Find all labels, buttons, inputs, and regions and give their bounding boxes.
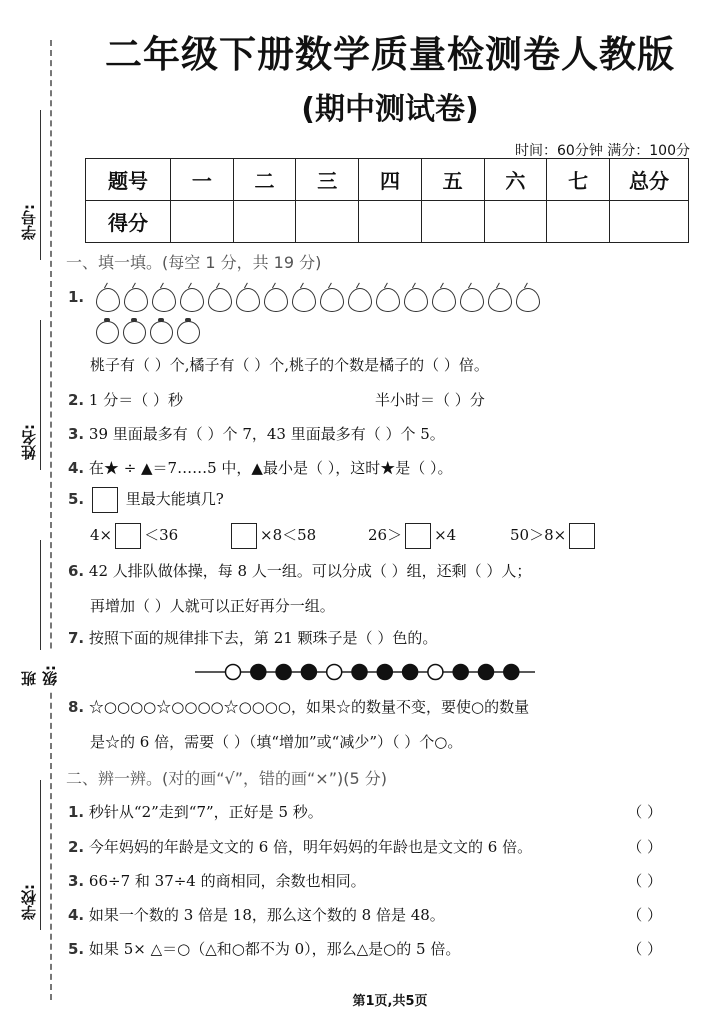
orange-icon bbox=[96, 321, 119, 344]
peach-icon bbox=[208, 288, 232, 312]
white-bead bbox=[226, 665, 241, 680]
school-field[interactable] bbox=[6, 780, 50, 930]
peach-icon bbox=[432, 288, 456, 312]
peach-icon bbox=[488, 288, 512, 312]
name-label: 姓名: bbox=[18, 420, 39, 464]
judge-item bbox=[68, 801, 323, 822]
black-bead bbox=[377, 665, 392, 680]
orange-icon bbox=[177, 321, 200, 344]
question-text: 39 里面最多有（ ）个 7，43 里面最多有（ ）个 5。 bbox=[88, 425, 445, 443]
question-6 bbox=[68, 560, 531, 581]
question-number: 1. bbox=[68, 288, 85, 306]
question-2 bbox=[68, 389, 183, 410]
orange-icon bbox=[123, 321, 146, 344]
peach-icon bbox=[264, 288, 288, 312]
score-cell[interactable] bbox=[296, 201, 359, 243]
peach-icon bbox=[124, 288, 148, 312]
question-number: 4. bbox=[68, 906, 85, 924]
question-number: 3. bbox=[68, 872, 85, 890]
question-6-line2: 再增加（ ）人就可以正好再分一组。 bbox=[90, 597, 335, 615]
peach-icon bbox=[376, 288, 400, 312]
peach-icon bbox=[96, 288, 120, 312]
answer-parens[interactable]: （ ） bbox=[627, 838, 662, 856]
student-id-label: 学号: bbox=[18, 200, 39, 244]
question-number: 8. bbox=[68, 698, 85, 716]
question-text: 按照下面的规律排下去，第 21 颗珠子是（ ）色的。 bbox=[88, 629, 438, 647]
question-2a-text: 1 分＝（ ）秒 bbox=[88, 391, 184, 409]
black-bead bbox=[276, 665, 291, 680]
score-cell[interactable] bbox=[359, 201, 422, 243]
question-8-line2: 是☆的 6 倍，需要（ ）（填“增加”或“减少”）（ ）个○。 bbox=[90, 733, 463, 751]
score-cell[interactable] bbox=[610, 201, 689, 243]
black-bead bbox=[504, 665, 519, 680]
white-bead bbox=[327, 665, 342, 680]
question-text: 如果 5× △＝○（△和○都不为 0），那么△是○的 5 倍。 bbox=[88, 940, 461, 958]
score-header-cell: 三 bbox=[296, 159, 359, 201]
question-2b-text: 半小时＝（ ）分 bbox=[375, 391, 485, 409]
q5-expression-1 bbox=[90, 523, 178, 549]
question-text: 66÷7 和 37÷4 的商相同，余数也相同。 bbox=[88, 872, 366, 890]
answer-box[interactable] bbox=[92, 487, 118, 513]
expr-text: ×4 bbox=[434, 526, 457, 544]
question-4 bbox=[68, 457, 453, 478]
expr-text: 26＞ bbox=[368, 526, 403, 544]
peach-icon bbox=[404, 288, 428, 312]
q5-expression-3 bbox=[368, 523, 456, 549]
score-header-cell: 题号 bbox=[86, 159, 171, 201]
question-number: 5. bbox=[68, 490, 85, 508]
question-1-text: 桃子有（ ）个,橘子有（ ）个,桃子的个数是橘子的（ ）倍。 bbox=[90, 356, 489, 374]
black-bead bbox=[301, 665, 316, 680]
peach-icon bbox=[348, 288, 372, 312]
answer-parens[interactable]: （ ） bbox=[627, 872, 662, 890]
black-bead bbox=[479, 665, 494, 680]
score-value-row bbox=[86, 201, 689, 243]
answer-box[interactable] bbox=[115, 523, 141, 549]
peach-icon bbox=[180, 288, 204, 312]
question-text: ☆○○○○☆○○○○☆○○○○，如果☆的数量不变，要使○的数量 bbox=[88, 698, 530, 716]
answer-box[interactable] bbox=[405, 523, 431, 549]
question-7 bbox=[68, 627, 437, 648]
peach-icon bbox=[152, 288, 176, 312]
white-bead bbox=[428, 665, 443, 680]
score-cell[interactable] bbox=[233, 201, 296, 243]
time-score-info: 时间：60分钟 满分：100分 bbox=[515, 143, 690, 159]
q5-expression-4 bbox=[510, 523, 598, 549]
answer-parens[interactable]: （ ） bbox=[627, 940, 662, 958]
question-number: 1. bbox=[68, 803, 85, 821]
peach-icon bbox=[460, 288, 484, 312]
question-text: 秒针从“2”走到“7”，正好是 5 秒。 bbox=[88, 803, 323, 821]
score-header-cell: 总分 bbox=[610, 159, 689, 201]
bead-string bbox=[195, 662, 535, 682]
score-cell[interactable] bbox=[171, 201, 234, 243]
question-text: 如果一个数的 3 倍是 18，那么这个数的 8 倍是 48。 bbox=[88, 906, 445, 924]
peach-icon bbox=[236, 288, 260, 312]
name-field[interactable] bbox=[6, 320, 50, 470]
peach-group bbox=[96, 288, 544, 316]
expr-text: 4× bbox=[90, 526, 113, 544]
page-title: 二年级下册数学质量检测卷人教版 bbox=[105, 33, 675, 76]
score-cell[interactable] bbox=[421, 201, 484, 243]
question-text: 今年妈妈的年龄是文文的 6 倍，明年妈妈的年龄也是文文的 6 倍。 bbox=[88, 838, 533, 856]
answer-parens[interactable]: （ ） bbox=[627, 803, 662, 821]
section1-heading: 一、填一填。(每空 1 分，共 19 分) bbox=[66, 253, 322, 272]
page-subtitle: (期中测试卷) bbox=[301, 92, 479, 127]
question-number: 5. bbox=[68, 940, 85, 958]
judge-item bbox=[68, 836, 532, 857]
black-bead bbox=[251, 665, 266, 680]
question-1 bbox=[68, 288, 84, 306]
peach-icon bbox=[516, 288, 540, 312]
section2-heading: 二、辨一辨。(对的画“√”，错的画“×”)(5 分) bbox=[66, 769, 387, 788]
question-number: 7. bbox=[68, 629, 85, 647]
expr-text: 50＞8× bbox=[510, 526, 567, 544]
score-cell[interactable] bbox=[547, 201, 610, 243]
question-text: 42 人排队做体操，每 8 人一组。可以分成（ ）组，还剩（ ）人； bbox=[88, 562, 532, 580]
black-bead bbox=[453, 665, 468, 680]
answer-parens[interactable]: （ ） bbox=[627, 906, 662, 924]
score-cell[interactable] bbox=[484, 201, 547, 243]
question-number: 2. bbox=[68, 838, 85, 856]
judge-item bbox=[68, 938, 460, 959]
score-table bbox=[85, 158, 689, 243]
judge-item bbox=[68, 870, 366, 891]
peach-icon bbox=[292, 288, 316, 312]
school-label: 学校: bbox=[18, 880, 39, 924]
answer-box[interactable] bbox=[569, 523, 595, 549]
score-header-cell: 四 bbox=[359, 159, 422, 201]
question-3 bbox=[68, 423, 445, 444]
class-field[interactable] bbox=[6, 540, 59, 690]
question-text: 在★ ÷ ▲＝7……5 中，▲最小是（ ），这时★是（ ）。 bbox=[88, 459, 453, 477]
question-8 bbox=[68, 696, 529, 717]
class-label: 班级: bbox=[18, 650, 60, 690]
black-bead bbox=[352, 665, 367, 680]
orange-group bbox=[96, 321, 204, 348]
score-header-cell: 六 bbox=[484, 159, 547, 201]
score-header-row bbox=[86, 159, 689, 201]
page-footer: 第1页,共5页 bbox=[352, 994, 428, 1009]
question-number: 6. bbox=[68, 562, 85, 580]
question-text: 里最大能填几? bbox=[125, 490, 224, 508]
score-header-cell: 一 bbox=[171, 159, 234, 201]
expr-text: ×8＜58 bbox=[260, 526, 317, 544]
cut-line bbox=[50, 40, 52, 1000]
score-row-label: 得分 bbox=[86, 201, 171, 243]
black-bead bbox=[403, 665, 418, 680]
score-header-cell: 七 bbox=[547, 159, 610, 201]
q5-expression-2 bbox=[228, 523, 316, 549]
orange-icon bbox=[150, 321, 173, 344]
question-number: 3. bbox=[68, 425, 85, 443]
peach-icon bbox=[320, 288, 344, 312]
score-header-cell: 二 bbox=[233, 159, 296, 201]
score-header-cell: 五 bbox=[421, 159, 484, 201]
question-5 bbox=[68, 487, 224, 513]
question-number: 4. bbox=[68, 459, 85, 477]
judge-item bbox=[68, 904, 445, 925]
expr-text: ＜36 bbox=[144, 526, 179, 544]
student-id-field[interactable] bbox=[6, 110, 50, 260]
answer-box[interactable] bbox=[231, 523, 257, 549]
binding-margin bbox=[0, 0, 59, 1018]
question-number: 2. bbox=[68, 391, 85, 409]
